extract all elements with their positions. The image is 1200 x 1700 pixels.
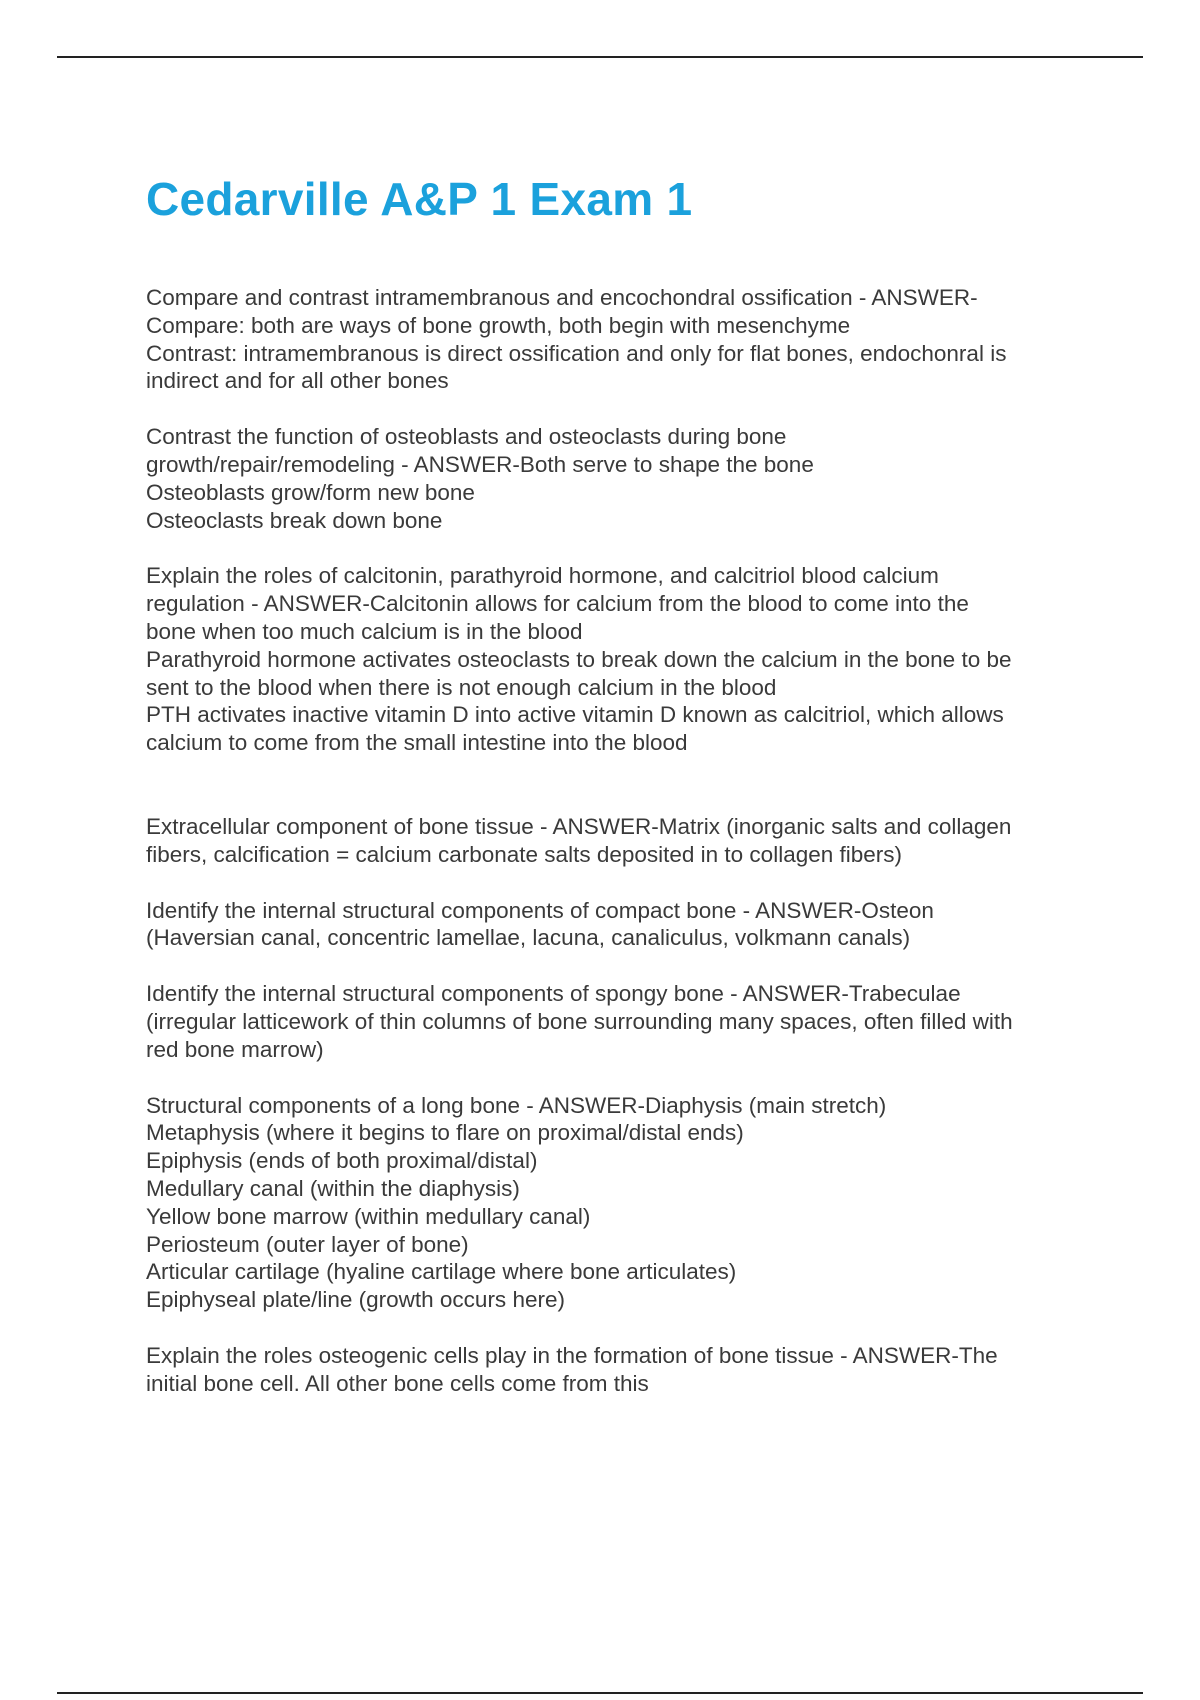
flashcard-line: Epiphyseal plate/line (growth occurs here) bbox=[146, 1287, 565, 1313]
flashcard-line: Explain the roles osteogenic cells play in the formation of bone tissue - ANSWER-The bbox=[146, 1342, 998, 1368]
flashcard-line: Structural components of a long bone - ANSWER-Diaphysis (main stretch) bbox=[146, 1092, 887, 1118]
flashcard-line: growth/repair/remodeling - ANSWER-Both serve to shape the bone bbox=[146, 451, 814, 477]
flashcard bbox=[146, 813, 1086, 869]
top-rule bbox=[57, 56, 1143, 58]
flashcard-line: regulation - ANSWER-Calcitonin allows for calcium from the blood to come into the bbox=[146, 591, 969, 617]
flashcard-line: indirect and for all other bones bbox=[146, 368, 449, 394]
flashcard-line: PTH activates inactive vitamin D into active vitamin D known as calcitriol, which allows bbox=[146, 702, 1004, 728]
flashcard-line: Contrast the function of osteoblasts and osteoclasts during bone bbox=[146, 424, 787, 450]
flashcard-line: (irregular latticework of thin columns of bone surrounding many spaces, often filled with bbox=[146, 1008, 1013, 1034]
flashcard bbox=[146, 284, 1086, 395]
flashcard-line: Identify the internal structural components of compact bone - ANSWER-Osteon bbox=[146, 897, 934, 923]
flashcard-line: Parathyroid hormone activates osteoclasts to break down the calcium in the bone to be bbox=[146, 646, 1012, 672]
bottom-rule bbox=[57, 1692, 1143, 1694]
flashcard-line: Explain the roles of calcitonin, parathyroid hormone, and calcitriol blood calcium bbox=[146, 563, 939, 589]
flashcard-line: Compare and contrast intramembranous and encochondral ossification - ANSWER- bbox=[146, 285, 978, 310]
flashcard-line: Articular cartilage (hyaline cartilage where bone articulates) bbox=[146, 1259, 737, 1285]
flashcard-list bbox=[146, 284, 1086, 1398]
flashcard-line: Medullary canal (within the diaphysis) bbox=[146, 1175, 520, 1201]
flashcard-line: Contrast: intramembranous is direct ossification and only for flat bones, endochonral is bbox=[146, 340, 1007, 366]
flashcard-line: Periosteum (outer layer of bone) bbox=[146, 1231, 469, 1257]
flashcard-line: Identify the internal structural components of spongy bone - ANSWER-Trabeculae bbox=[146, 981, 961, 1007]
flashcard bbox=[146, 897, 1086, 953]
flashcard-line: bone when too much calcium is in the blood bbox=[146, 618, 583, 644]
document-title: Cedarville A&P 1 Exam 1 bbox=[146, 173, 693, 225]
flashcard-line: red bone marrow) bbox=[146, 1036, 324, 1062]
flashcard-line: Osteoclasts break down bone bbox=[146, 507, 443, 533]
flashcard-line: (Haversian canal, concentric lamellae, lacuna, canaliculus, volkmann canals) bbox=[146, 925, 911, 951]
flashcard-line: Extracellular component of bone tissue - ANSWER-Matrix (inorganic salts and collagen bbox=[146, 813, 1012, 839]
flashcard-line: Osteoblasts grow/form new bone bbox=[146, 479, 475, 505]
flashcard-line: initial bone cell. All other bone cells come from this bbox=[146, 1370, 649, 1396]
flashcard bbox=[146, 980, 1086, 1063]
flashcard-line: Epiphysis (ends of both proximal/distal) bbox=[146, 1148, 538, 1174]
flashcard-line: sent to the blood when there is not enough calcium in the blood bbox=[146, 674, 777, 700]
flashcard-line: Compare: both are ways of bone growth, both begin with mesenchyme bbox=[146, 312, 851, 338]
flashcard bbox=[146, 562, 1086, 757]
flashcard-line: Yellow bone marrow (within medullary canal) bbox=[146, 1203, 591, 1229]
flashcard bbox=[146, 1342, 1086, 1398]
flashcard bbox=[146, 423, 1086, 534]
flashcard bbox=[146, 1092, 1086, 1314]
flashcard-line: calcium to come from the small intestine into the blood bbox=[146, 730, 688, 756]
flashcard-line: Metaphysis (where it begins to flare on proximal/distal ends) bbox=[146, 1120, 744, 1146]
flashcard-line: fibers, calcification = calcium carbonate salts deposited in to collagen fibers) bbox=[146, 841, 903, 867]
